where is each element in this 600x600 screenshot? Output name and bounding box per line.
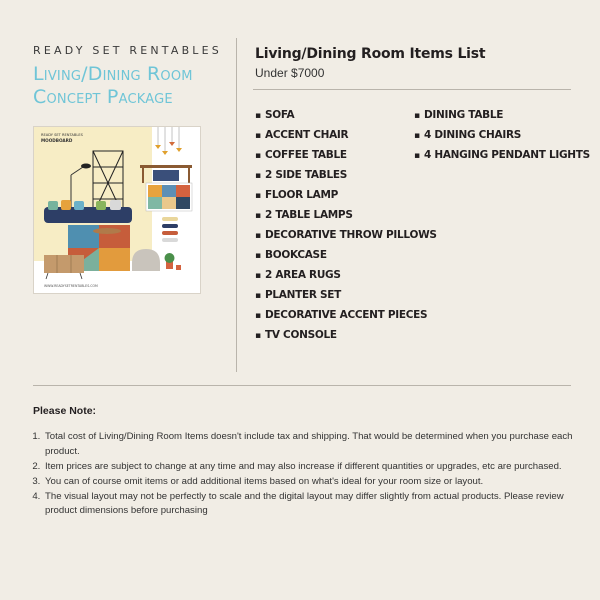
moodboard-footer: WWW.READYSETRENTABLES.COM <box>44 284 98 288</box>
package-title-line1: Living/Dining Room <box>33 63 193 85</box>
list-item: ▪ BOOKCASE <box>255 248 437 268</box>
package-title <box>33 63 233 109</box>
note-item: 3. You can of course omit items or add additional items based on what's ideal for your room size or layout. <box>43 475 573 490</box>
list-item: ▪ ACCENT CHAIR <box>255 128 437 148</box>
note-item: 4. The visual layout may not be perfectly to scale and the digital layout may differ slightly from actual products. Please review product dimensions before purchasing <box>43 490 573 519</box>
section-divider <box>33 385 571 386</box>
list-item: ▪ SOFA <box>255 108 437 128</box>
package-title-line2: Concept Package <box>33 86 173 108</box>
list-item: ▪ DECORATIVE ACCENT PIECES <box>255 308 437 328</box>
list-item: ▪ 2 TABLE LAMPS <box>255 208 437 228</box>
items-list-title: Living/Dining Room Items List <box>255 46 486 62</box>
items-list-budget: Under $7000 <box>255 66 325 80</box>
note-list <box>33 430 573 519</box>
vertical-divider <box>236 38 237 372</box>
items-list-column-a <box>255 108 437 348</box>
moodboard-illustration <box>34 127 200 293</box>
list-item: ▪ COFFEE TABLE <box>255 148 437 168</box>
list-item: ▪ 4 DINING CHAIRS <box>414 128 590 148</box>
list-item: ▪ DINING TABLE <box>414 108 590 128</box>
package-header <box>33 44 233 109</box>
list-item: ▪ FLOOR LAMP <box>255 188 437 208</box>
list-item: ▪ 2 AREA RUGS <box>255 268 437 288</box>
list-item: ▪ DECORATIVE THROW PILLOWS <box>255 228 437 248</box>
moodboard-label: MOODBOARD <box>41 138 73 143</box>
brand-name: READY SET RENTABLES <box>33 44 222 57</box>
moodboard-image <box>33 126 201 294</box>
items-list-column-b <box>414 108 590 168</box>
list-item: ▪ 2 SIDE TABLES <box>255 168 437 188</box>
note-item: 2. Item prices are subject to change at any time and may also increase if different quantities or upgrades, etc are purchased. <box>43 460 573 475</box>
list-divider <box>253 89 571 90</box>
moodboard-brand: READY SET RENTABLES <box>41 133 83 137</box>
list-item: ▪ TV CONSOLE <box>255 328 437 348</box>
note-item: 1. Total cost of Living/Dining Room Items doesn't include tax and shipping. That would be determined when you purchase each product. <box>43 430 573 459</box>
list-item: ▪ PLANTER SET <box>255 288 437 308</box>
list-item: ▪ 4 HANGING PENDANT LIGHTS <box>414 148 590 168</box>
note-title: Please Note: <box>33 405 97 417</box>
wall-art <box>146 183 192 211</box>
